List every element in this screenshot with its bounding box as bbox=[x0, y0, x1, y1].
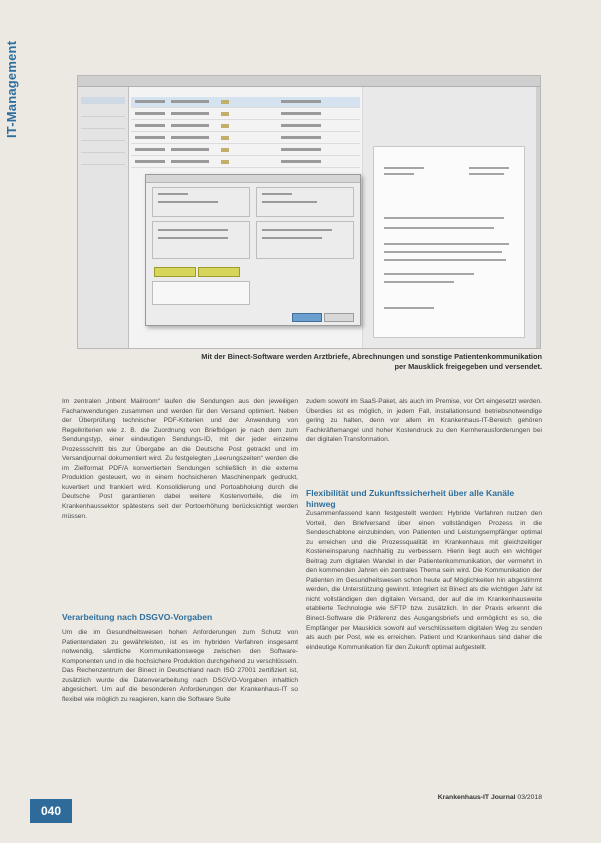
paragraph: zudem sowohl im SaaS-Paket, als auch im Premise, vor Ort eingesetzt werden. Überdies ist es möglich, in jedem Fall, installationsund betriebsnotwendige gering zu halten, denn vor allem im Krankenhaus-IT-Bereich gehören Fachkräftemangel und hoher Kostendruck zu den Kernherausforderungen bei der digitalen Transformation. bbox=[306, 398, 542, 444]
dialog-group bbox=[256, 221, 354, 259]
heading-flexibility bbox=[306, 488, 542, 509]
list-row bbox=[131, 97, 360, 108]
letter-preview bbox=[373, 146, 525, 338]
list-row bbox=[131, 109, 360, 120]
page-footer bbox=[370, 794, 542, 801]
scrollbar bbox=[536, 87, 540, 348]
figure-caption: Mit der Binect-Software werden Arztbriefe, Abrechnungen und sonstige Patientenkommunikation per Mausklick freigegeben und versendet. bbox=[201, 352, 542, 371]
section-heading: Flexibilität und Zukunftssicherheit über alle Kanäle hinweg bbox=[306, 488, 515, 509]
list-row bbox=[131, 133, 360, 144]
sidebar-item bbox=[81, 145, 125, 153]
heading-dsgvo bbox=[62, 612, 298, 623]
page-number: 040 bbox=[40, 804, 62, 818]
article-column-left-top bbox=[62, 397, 298, 521]
sidebar-item bbox=[81, 121, 125, 129]
article-column-right-bottom bbox=[306, 509, 542, 652]
action-button bbox=[198, 267, 240, 277]
paragraph: Im zentralen „Inbent Mailroom“ laufen die Sendungen aus den jeweiligen Fachanwendungen zusammen und werden für den Versand optimiert. Neben der Überprüfung technischer PDF-Kriterien und der Anwendung von Regelkriterien wie z. B. die Zuordnung von Briefbögen je nach dem zum Sendungstyp, einer eindeutigen Sendungs-ID, mit der jeder einzelne Prozessschritt bis zur Übergabe an die Deutsche Post getrackt und im Versandjournal dokumentiert wird. Zu festgelegten „Leerungszeiten“ werden die im Zielformat PDF/A konvertierten Sendungen schließlich in die externe Produktion gesteuert, wo in einem hochsicheren Maschinenpark gedruckt, kuvertiert und frankiert wird. Konsolidierung und Portoabholung durch die Deutsche Post garantieren dabei weitere Kostenvorteile, die im Krankenhaussektor spätestens seit der Portoerhöhung berücksichtigt werden müssen. bbox=[62, 398, 298, 520]
sidebar-item bbox=[81, 97, 125, 104]
sidebar-item bbox=[81, 109, 125, 117]
paragraph: Um die im Gesundheitswesen hohen Anforderungen zum Schutz von Patientendaten zu gewährleisten, ist es im hybriden Verfahren insgesamt notwendig, sämtliche Kommunikationswege zwischen den Software-Komponenten und in die hochsichere Produktion durchgehend zu verschlüsseln. Das Rechenzentrum der Binect in Deutschland nach ISO 27001 zertifiziert ist, zusätzlich wurde die Datenverarbeitung nach DSGVO-Vorgaben inhaltlich abgesichert. Um auf die besonderen Anforderungen der Krankenhaus-IT so flexibel wie möglich zu reagieren, kann die Software Suite bbox=[62, 629, 298, 703]
action-button bbox=[154, 267, 196, 277]
sidebar-item bbox=[81, 133, 125, 141]
article-column-right-top bbox=[306, 397, 542, 445]
section-label: IT-Management bbox=[4, 40, 19, 138]
footer-journal: Krankenhaus-IT Journal bbox=[437, 794, 516, 801]
article-column-left-bottom bbox=[62, 628, 298, 704]
dialog-titlebar bbox=[146, 175, 360, 183]
software-screenshot bbox=[77, 75, 541, 349]
sidebar-item bbox=[81, 157, 125, 165]
app-titlebar bbox=[78, 76, 540, 87]
dialog-textarea bbox=[152, 281, 250, 305]
list-row bbox=[131, 145, 360, 156]
send-dialog bbox=[145, 174, 361, 326]
dialog-ok-button bbox=[292, 313, 322, 322]
list-row bbox=[131, 121, 360, 132]
footer-issue: 03/2018 bbox=[517, 794, 542, 801]
list-row bbox=[131, 157, 360, 168]
dialog-cancel-button bbox=[324, 313, 354, 322]
dialog-group bbox=[152, 221, 250, 259]
section-heading: Verarbeitung nach DSGVO-Vorgaben bbox=[62, 612, 213, 622]
paragraph: Zusammenfassend kann festgestellt werden: Hybride Verfahren nutzen den Vorteil, den Briefversand über einen vollständigen Prozess in die Sendeschablone einzubinden, von Patienten und Leistungsempfänger optimal zu erreichen und die Prozessqualität im Krankenhaus mit gleichzeitiger Kosteneinsparung nachhaltig zu verbessern. Hierin liegt auch ein wichtiger Beitrag zum digitalen Wandel in der Patientenkommunikation, der vermehrt in den kommenden Jahren ein zentrales Thema sein wird. Die Kommunikation der Patienten im Gesundheitswesen schon heute auf Möglichkeiten hin abgestimmt werden, die Unterstützung gewinnt. Integriert ist Binect als die wichtigen Jahr ist nicht vollständigen den digitalen Versand, der auf die im Krankenhausweite etablierte Technologie wie SFTP bzw. zusätzlich. In der Praxis erkennt die Binect-Software die Präferenz des Ausgangsbriefs und ermöglicht es so, die Empfänger per Mausklick sowohl auf verschlüsseltem digitalen Weg zu senden als auch per Post, wie es erreichen. Patient und Krankenhaus sind daher die eindeutige Kommunikation für den Zukunft optimal aufgestellt. bbox=[306, 510, 542, 651]
app-sidebar bbox=[78, 87, 129, 348]
